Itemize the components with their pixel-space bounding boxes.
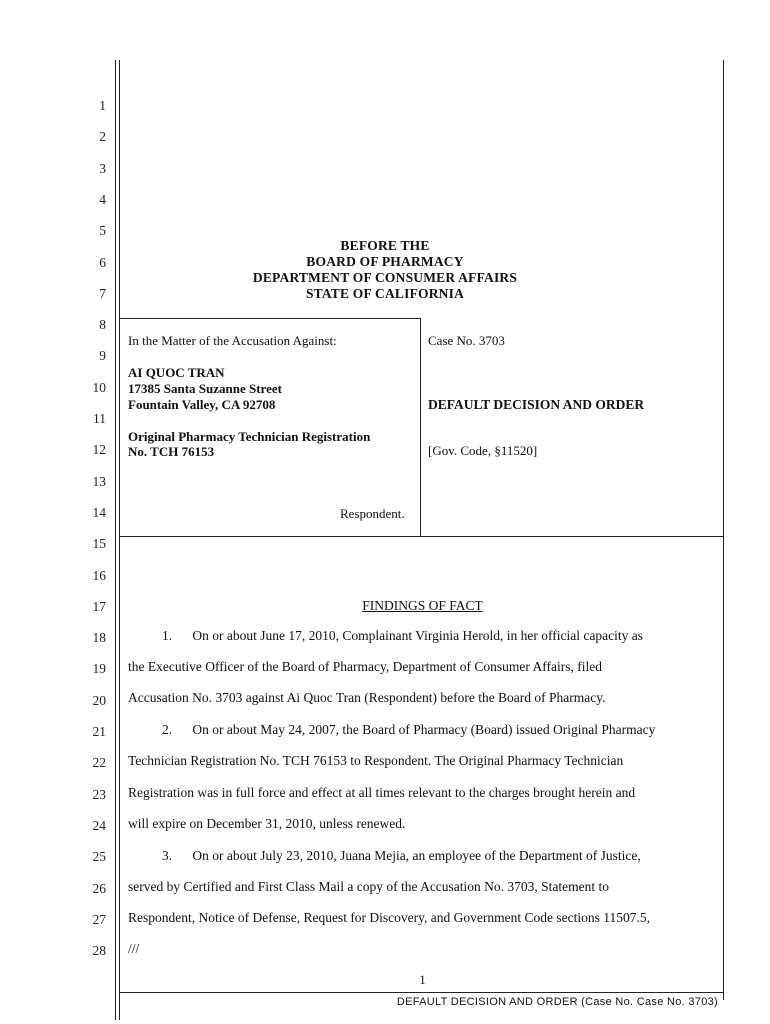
left-margin-line-outer xyxy=(115,60,116,1020)
registration-line-2: No. TCH 76153 xyxy=(128,444,215,459)
body-line-21: 2. On or about May 24, 2007, the Board of Pharmacy (Board) issued Original Pharmacy xyxy=(162,722,656,737)
respondent-name: AI QUOC TRAN xyxy=(128,365,225,380)
left-margin-line-inner xyxy=(119,60,120,1020)
line-number: 27 xyxy=(92,911,106,927)
line-number: 17 xyxy=(92,598,106,614)
line-number: 18 xyxy=(92,630,106,646)
line-number: 11 xyxy=(93,411,106,426)
footer-rule xyxy=(120,992,723,993)
line-number: 7 xyxy=(99,285,106,301)
right-margin-line xyxy=(723,60,724,1000)
body-line-22: Technician Registration No. TCH 76153 to Respondent. The Original Pharmacy Technician xyxy=(128,753,624,768)
line-number: 9 xyxy=(99,348,106,364)
body-line-26: served by Certified and First Class Mail a copy of the Accusation No. 3703, Statement to xyxy=(128,879,610,894)
line-number: 22 xyxy=(92,755,106,771)
line-number: 20 xyxy=(92,692,106,708)
line-number: 3 xyxy=(99,160,106,176)
line-number: 14 xyxy=(92,504,106,520)
body-line-27: Respondent, Notice of Defense, Request for Discovery, and Government Code sections 11507.5, xyxy=(128,910,650,925)
line-number: 4 xyxy=(99,191,106,207)
line-number: 16 xyxy=(92,567,106,583)
body-line-20: Accusation No. 3703 against Ai Quoc Tran (Respondent) before the Board of Pharmacy. xyxy=(128,690,606,705)
line-number: 28 xyxy=(92,943,106,959)
heading-line-4: STATE OF CALIFORNIA xyxy=(305,286,465,301)
line-number: 2 xyxy=(99,129,106,145)
body-line-28: /// xyxy=(128,941,140,956)
caption-matter: In the Matter of the Accusation Against: xyxy=(128,333,337,348)
line-number: 1 xyxy=(99,98,106,113)
heading-line-2: BOARD OF PHARMACY xyxy=(306,254,464,269)
document-title: DEFAULT DECISION AND ORDER xyxy=(428,397,645,412)
respondent-address-1: 17385 Santa Suzanne Street xyxy=(128,381,282,396)
section-title: FINDINGS OF FACT xyxy=(362,598,483,613)
line-number: 23 xyxy=(92,786,106,802)
registration-line-1: Original Pharmacy Technician Registration xyxy=(128,429,371,444)
line-number: 6 xyxy=(99,254,106,270)
line-number: 25 xyxy=(92,849,106,865)
heading-line-1: BEFORE THE xyxy=(340,238,430,253)
line-number: 10 xyxy=(92,379,106,395)
heading-line-3: DEPARTMENT OF CONSUMER AFFAIRS xyxy=(252,270,518,285)
gov-code: [Gov. Code, §11520] xyxy=(428,443,538,458)
caption-bottom-rule xyxy=(120,536,723,537)
respondent-label: Respondent. xyxy=(340,506,405,521)
page-number: 1 xyxy=(419,972,426,987)
line-number: 13 xyxy=(92,473,106,489)
line-number: 8 xyxy=(99,317,106,333)
caption-divider xyxy=(420,318,421,536)
caption-top-rule xyxy=(120,318,420,319)
body-line-23: Registration was in full force and effect at all times relevant to the charges brought herein and xyxy=(128,785,636,800)
body-line-19: the Executive Officer of the Board of Pharmacy, Department of Consumer Affairs, filed xyxy=(128,659,602,674)
line-number: 26 xyxy=(92,880,106,896)
body-line-18: 1. On or about June 17, 2010, Complainant Virginia Herold, in her official capacity as xyxy=(162,628,643,643)
line-number: 19 xyxy=(92,661,106,677)
line-number: 12 xyxy=(92,442,106,458)
line-number: 24 xyxy=(92,817,106,833)
footer-text: DEFAULT DECISION AND ORDER (Case No. Case No. 3703) xyxy=(396,996,718,1008)
line-number: 15 xyxy=(92,536,106,552)
line-number: 21 xyxy=(92,724,106,739)
line-number: 5 xyxy=(99,223,106,239)
case-number: Case No. 3703 xyxy=(428,333,505,348)
body-line-25: 3. On or about July 23, 2010, Juana Mejia, an employee of the Department of Justice, xyxy=(162,848,641,863)
body-line-24: will expire on December 31, 2010, unless renewed. xyxy=(128,816,406,831)
respondent-address-2: Fountain Valley, CA 92708 xyxy=(128,397,276,412)
